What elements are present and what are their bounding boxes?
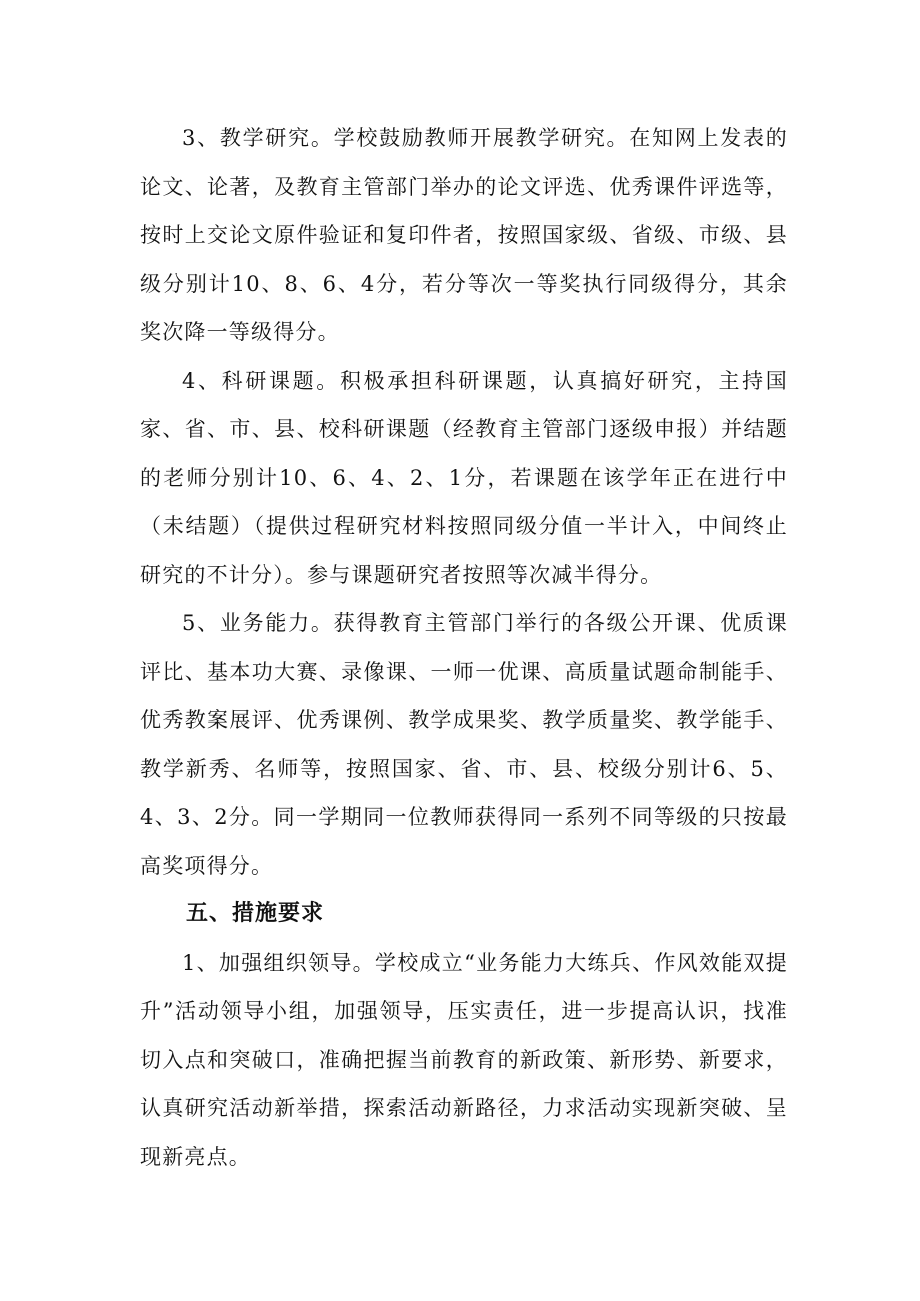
section-heading-measures: 五、措施要求 bbox=[186, 901, 325, 926]
paragraph-research-projects: 4、科研课题。积极承担科研课题，认真搞好研究，主持国家、省、市、县、校科研课题（经教育主管部门逐级申报）并结题的老师分别计10、6、4、2、1分，若课题在该学年正在进行中（未结题）（提供过程研究材料按照同级分值一半计入，中间终止研究的不计分）。参与课题研究者按照等次减半得分。 bbox=[140, 368, 788, 587]
paragraph-organization-leadership: 1、加强组织领导。学校成立“业务能力大练兵、作风效能双提升”活动领导小组，加强领导，压实责任，进一步提高认识，找准切入点和突破口，准确把握当前教育的新政策、新形势、新要求，认真研究活动新举措，探索活动新路径，力求活动实现新突破、呈现新亮点。 bbox=[140, 950, 788, 1169]
paragraph-professional-ability: 5、业务能力。获得教育主管部门举行的各级公开课、优质课评比、基本功大赛、录像课、一师一优课、高质量试题命制能手、优秀教案展评、优秀课例、教学成果奖、教学质量奖、教学能手、教学新秀、名师等，按照国家、省、市、县、校级分别计6、5、4、3、2分。同一学期同一位教师获得同一系列不同等级的只按最高奖项得分。 bbox=[140, 611, 788, 878]
paragraph-teaching-research: 3、教学研究。学校鼓励教师开展教学研究。在知网上发表的论文、论著，及教育主管部门举办的论文评选、优秀课件评选等，按时上交论文原件验证和复印件者，按照国家级、省级、市级、县级分别计10、8、6、4分，若分等次一等奖执行同级得分，其余奖次降一等级得分。 bbox=[140, 126, 788, 344]
document-body bbox=[140, 114, 788, 1181]
